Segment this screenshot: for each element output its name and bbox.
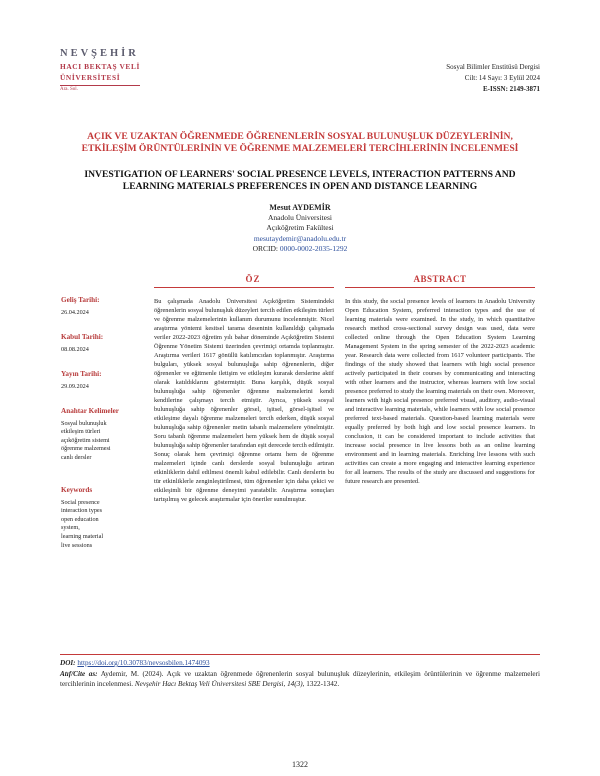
logo-tagline: Ara. Sol. bbox=[60, 87, 78, 92]
abstract-heading: ABSTRACT bbox=[413, 274, 467, 284]
accepted-value: 08.08.2024 bbox=[61, 345, 89, 353]
published-date bbox=[61, 370, 153, 391]
oz-text: Bu çalışmada Anadolu Üniversitesi Açıköğretim Sistemindeki öğrenenlerin sosyal bulunuşluk düzeyleri tercih edilen etkileşim türleri ve öğrenme malzemelerinin kullanım durumunu incelenmiştir. Nicel araştırma yöntemi kesitsel tarama deseninin kullanıldığı çalışmada veriler 2022-2023 öğretim yılı bahar döneminde Açıköğretim Sistemi Öğrenme Yönetim Sistemi üzerinden çevrimiçi ortamda toplanmıştır. Araştırma verileri 1617 gönüllü katılımcıdan toplanmıştır. Araştırma bulguları, yüksek sosyal bulunuşluğa sahip öğrenenlerin, diğer öğrenenler ve eğitmenle iletişim ve etkileşim kurarak derslerine aktif olarak katıldıklarını göstermiştir. Buna karşılık, düşük sosyal bulunuşluğa sahip öğrenenler öğrenme malzemelerini kendi kendilerine çalışmayı tercih etmiştir. Ayrıca, yüksek sosyal bulunuşluğa sahip öğrenenler görsel, işitsel, görsel-işitsel ve etkileşime dayalı öğrenme malzemeleri tercih ederken, düşük sosyal bulunuşluğa sahip öğrenenler metin tabanlı malzemelere yönelmiştir. Soru tabanlı öğrenme malzemeleri hem yüksek hem de düşük sosyal bulunuşluğa sahip öğrenenler tarafından eşit derecede tercih edilmiştir. Sonuç olarak hem çevrimiçi öğrenme ortamı hem de öğrenme malzemeleri içinde canlı derslerde sosyal bulunuşluğu artıran etkinliklerin dahil edilmesi önemli kabul edilebilir. Canlı derslerin bu tür etkinliklerle zenginleştirilmesi, tüm öğrenenler için daha çekici ve etkileşimli bir öğrenme deneyimi yaratabilir. Araştırma sonuçları tartışılmış ve gelecek araştırmalar için öneriler sunulmuştur. bbox=[154, 298, 334, 503]
keyword-item: system, bbox=[61, 524, 80, 532]
keyword-item: Social presence bbox=[61, 498, 100, 506]
received-value: 26.04.2024 bbox=[61, 308, 89, 316]
keyword-item: live sessions bbox=[61, 541, 93, 549]
journal-issue: Cilt: 14 Sayı: 3 Eylül 2024 bbox=[464, 74, 540, 82]
keywords bbox=[61, 486, 153, 550]
logo-haci-bektas: HACI BEKTAŞ VELİ bbox=[60, 62, 140, 71]
accepted-date bbox=[61, 333, 153, 354]
author-orcid bbox=[0, 244, 600, 254]
abstract-text: In this study, the social presence levels of learners in Anadolu University Open Education System, preferred interaction types and the use of learning materials were examined. In the study, in which quantitative research method cross-sectional survey design was used, data were collected online through the Open Education System Learning Management System in the spring semester of the 2022-2023 academic year. Research data were collected from 1617 volunteer participants. The findings of the study showed that learners with high social presence actively participated in their courses by communicating and interacting with other learners and the instructor, whereas learners with low social presence preferred to study the learning materials on their own. Moreover, learners with high social presence preferred visual, auditory, audio-visual and interactive learning materials, while learners with low social presence preferred text-based materials. Question-based learning materials were equally preferred by both high and low social presence learners. In conclusion, it can be considered important to include activities that increase social presence in live lessons both as an online learning environment and in learning materials. Enriching live lessons with such activities can create a more engaging and interactive learning experience for all learners. The results of the study are discussed and suggestions for future research are presented. bbox=[345, 298, 535, 485]
oz-rule bbox=[154, 287, 334, 288]
journal-eissn: E-ISSN: 2149-3871 bbox=[483, 85, 540, 93]
anahtar-item: canlı dersler bbox=[61, 453, 92, 461]
cite-text: Aydemir, M. (2024). Açık ve uzaktan öğrenmede öğrenenlerin sosyal bulunuşluk düzeylerinin, etkileşim örüntülerinin ve öğrenme malzemeleri tercihlerinin incelenmesi. bbox=[60, 670, 540, 688]
author-faculty: Açıköğretim Fakültesi bbox=[266, 223, 334, 233]
logo-divider bbox=[60, 85, 140, 86]
oz-heading: ÖZ bbox=[245, 274, 261, 284]
doi-label: DOI: bbox=[60, 659, 76, 667]
keyword-item: learning material bbox=[61, 532, 104, 540]
keyword-item: open education bbox=[61, 515, 99, 523]
logo-nevsehir: NEVŞEHİR bbox=[60, 48, 139, 59]
author-name: Mesut AYDEMİR bbox=[269, 203, 331, 212]
orcid-link[interactable]: 0000-0002-2035-1292 bbox=[279, 243, 348, 253]
cite-journal: Nevşehir Hacı Bektaş Veli Üniversitesi SBE Dergisi, 14(3), bbox=[134, 680, 305, 688]
orcid-label: ORCID: bbox=[252, 243, 279, 253]
doi-line bbox=[60, 659, 210, 667]
journal-name: Sosyal Bilimler Enstitüsü Dergisi bbox=[446, 63, 540, 71]
received-label: Geliş Tarihi: bbox=[61, 296, 100, 304]
anahtar-item: Sosyal bulunuşluk bbox=[61, 419, 107, 427]
published-label: Yayın Tarihi: bbox=[61, 370, 102, 378]
anahtar-kelimeler bbox=[61, 407, 153, 463]
keywords-label: Keywords bbox=[61, 486, 93, 494]
title-turkish: AÇIK VE UZAKTAN ÖĞRENMEDE ÖĞRENENLERİN SOSYAL BULUNUŞLUK DÜZEYLERİNİN, ETKİLEŞİM ÖRÜNTÜLERİNİN VE ÖĞRENME MALZEMELERİ TERCİHLERİNİN İNCELENMESİ bbox=[81, 131, 519, 154]
cite-pages: 1322-1342. bbox=[306, 680, 340, 688]
anahtar-item: etkileşim türleri bbox=[61, 428, 101, 436]
keyword-item: interaction types bbox=[61, 507, 103, 515]
citation bbox=[60, 669, 540, 689]
logo-universitesi: ÜNİVERSİTESİ bbox=[60, 73, 121, 82]
anahtar-item: açıköğretim sistemi bbox=[61, 436, 110, 444]
anahtar-label: Anahtar Kelimeler bbox=[61, 407, 119, 415]
accepted-label: Kabul Tarihi: bbox=[61, 333, 104, 341]
title-english: INVESTIGATION OF LEARNERS' SOCIAL PRESENCE LEVELS, INTERACTION PATTERNS AND LEARNING MATERIALS PREFERENCES IN OPEN AND DISTANCE LEARNING bbox=[84, 169, 516, 192]
received-date bbox=[61, 296, 153, 317]
footer-rule bbox=[60, 654, 540, 655]
published-value: 29.09.2024 bbox=[61, 382, 89, 390]
author-university: Anadolu Üniversitesi bbox=[268, 213, 332, 223]
doi-link[interactable]: https://doi.org/10.30783/nevsosbilen.1474093 bbox=[77, 659, 210, 667]
abstract-rule bbox=[345, 287, 535, 288]
journal-header bbox=[446, 62, 540, 95]
page-number: 1322 bbox=[292, 760, 308, 769]
anahtar-item: öğrenme malzemesi bbox=[61, 445, 111, 453]
author-block bbox=[0, 203, 600, 254]
cite-label: Atıf/Cite as: bbox=[60, 670, 98, 678]
author-email[interactable]: mesutaydemir@anadolu.edu.tr bbox=[253, 233, 347, 243]
